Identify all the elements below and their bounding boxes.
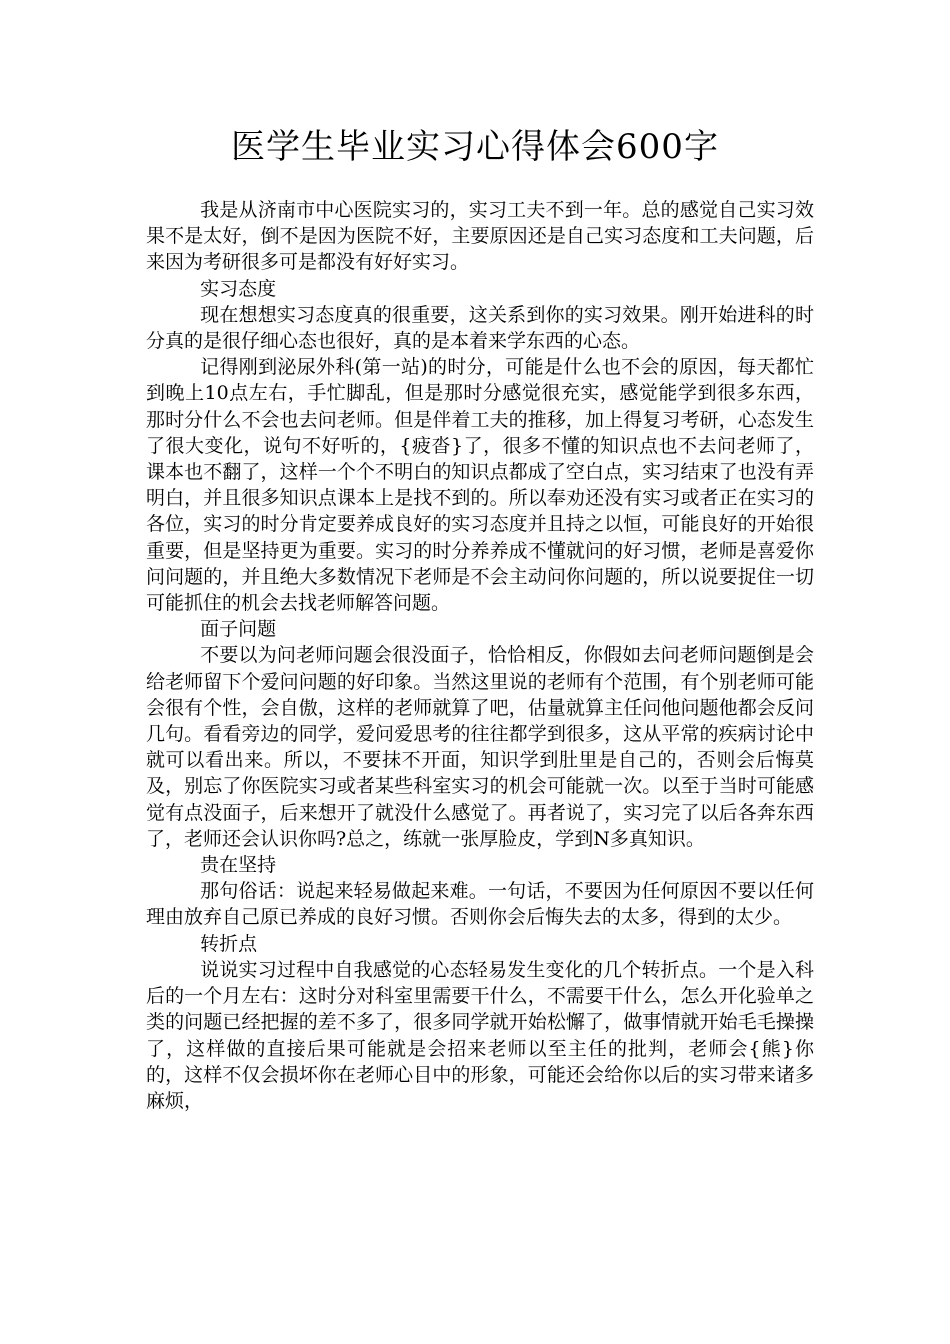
persistence-paragraph: 那句俗话：说起来轻易做起来难。一句话，不要因为任何原因不要以任何理由放弃自己原已养成的良好习惯。否则你会后悔失去的太多，得到的太少。: [146, 880, 814, 929]
turning-point-paragraph: 说说实习过程中自我感觉的心态轻易发生变化的几个转折点。一个是入科后的一个月左右：这时分对科室里需要干什么，不需要干什么，怎么开化验单之类的问题已经把握的差不多了，很多同学就开始松懈了，做事情就开始毛毛操操了，这样做的直接后果可能就是会招来老师以至主任的批判，老师会{熊}你的，这样不仅会损坏你在老师心目中的形象，可能还会给你以后的实习带来诸多麻烦，: [146, 958, 814, 1112]
section-heading-face: 面子问题: [200, 618, 277, 641]
intro-paragraph: 我是从济南市中心医院实习的，实习工夫不到一年。总的感觉自己实习效果不是太好，倒不是因为医院不好，主要原因还是自己实习态度和工夫问题，后来因为考研很多可是都没有好好实习。: [146, 199, 814, 274]
section-heading-turning-point: 转折点: [200, 932, 258, 955]
attitude-paragraph-2: 记得刚到泌尿外科(第一站)的时分，可能是什么也不会的原因，每天都忙到晚上10点左右，手忙脚乱，但是那时分感觉很充实，感觉能学到很多东西，那时分什么不会也去问老师。但是伴着工夫的推移，加上得复习考研，心态发生了很大变化，说句不好听的，{疲沓}了，很多不懂的知识点也不去问老师了，课本也不翻了，这样一个个不明白的知识点都成了空白点，实习结束了也没有弄明白，并且很多知识点课本上是找不到的。所以奉劝还没有实习或者正在实习的各位，实习的时分肯定要养成良好的实习态度并且持之以恒，可能良好的开始很重要，但是坚持更为重要。实习的时分养养成不懂就问的好习惯，老师是喜爱你问问题的，并且绝大多数情况下老师是不会主动问你问题的，所以说要捉住一切可能抓住的机会去找老师解答问题。: [146, 356, 814, 615]
document-title: 医学生毕业实习心得体会600字: [231, 127, 719, 167]
section-heading-attitude: 实习态度: [200, 277, 277, 300]
document-body: [146, 197, 814, 1114]
attitude-paragraph-1: 现在想想实习态度真的很重要，这关系到你的实习效果。刚开始进科的时分真的是很仔细心态也很好，真的是本着来学东西的心态。: [146, 303, 814, 353]
section-heading-persistence: 贵在坚持: [200, 854, 277, 877]
face-paragraph: 不要以为问老师问题会很没面子，恰恰相反，你假如去问老师问题倒是会给老师留下个爱问问题的好印象。当然这里说的老师有个范围，有个别老师可能会很有个性，会自傲，这样的老师就算了吧，估量就算主任问他问题他都会反问几句。看看旁边的同学，爱问爱思考的往往都学到很多，这从平常的疾病讨论中就可以看出来。所以，不要抹不开面，知识学到肚里是自己的，否则会后悔莫及，别忘了你医院实习或者某些科室实习的机会可能就一次。以至于当时可能感觉有点没面子，后来想开了就没什么感觉了。再者说了，实习完了以后各奔东西了，老师还会认识你吗?总之，练就一张厚脸皮，学到N多真知识。: [146, 644, 814, 850]
